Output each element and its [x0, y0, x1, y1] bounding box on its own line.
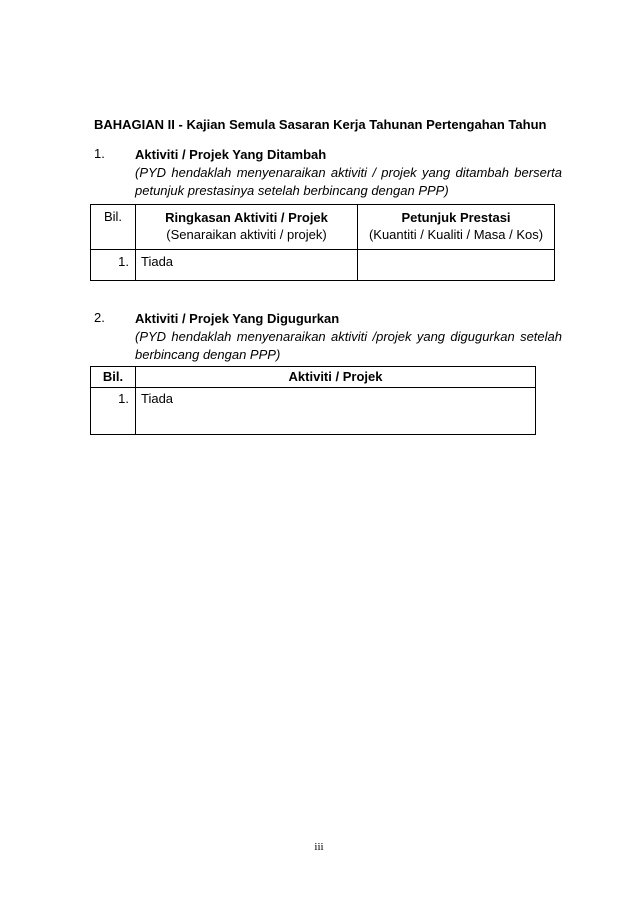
- section-2-title: Aktiviti / Projek Yang Digugurkan: [135, 311, 340, 326]
- section-1-number: 1.: [94, 146, 105, 161]
- cell-petunjuk: [358, 250, 555, 281]
- cell-bil: 1.: [91, 388, 136, 435]
- col-header-ringkasan-sub: (Senaraikan aktiviti / projek): [166, 227, 327, 242]
- cell-ringkasan: Tiada: [136, 250, 358, 281]
- page-number: iii: [314, 841, 324, 853]
- col-header-petunjuk-sub: (Kuantiti / Kualiti / Masa / Kos): [368, 227, 544, 242]
- col-header-ringkasan: [136, 205, 358, 250]
- col-header-petunjuk: [358, 205, 555, 250]
- table-row: [91, 388, 536, 435]
- section-2-number: 2.: [94, 310, 105, 325]
- cell-bil: 1.: [91, 250, 136, 281]
- col-header-ringkasan-title: Ringkasan Aktiviti / Projek: [165, 210, 328, 225]
- section-1-title: Aktiviti / Projek Yang Ditambah: [135, 147, 327, 162]
- section-2-description: (PYD hendaklah menyenaraikan aktiviti /projek yang digugurkan setelah berbincang dengan PPP): [135, 329, 562, 362]
- section-1: [94, 146, 562, 200]
- table-row: [91, 250, 555, 281]
- added-activities-table: [90, 204, 555, 281]
- dropped-activities-table: [90, 366, 536, 435]
- section-2: [94, 310, 562, 364]
- col-header-bil: Bil.: [91, 205, 136, 250]
- col-header-aktiviti: Aktiviti / Projek: [136, 367, 536, 388]
- section-1-description: (PYD hendaklah menyenaraikan aktiviti / projek yang ditambah berserta petunjuk prestasinya setelah berbincang dengan PPP): [135, 165, 562, 198]
- col-header-petunjuk-title: Petunjuk Prestasi: [401, 210, 511, 225]
- cell-aktiviti: Tiada: [136, 388, 536, 435]
- section-heading: BAHAGIAN II - Kajian Semula Sasaran Kerja Tahunan Pertengahan Tahun: [94, 117, 547, 132]
- col-header-bil: Bil.: [91, 367, 136, 388]
